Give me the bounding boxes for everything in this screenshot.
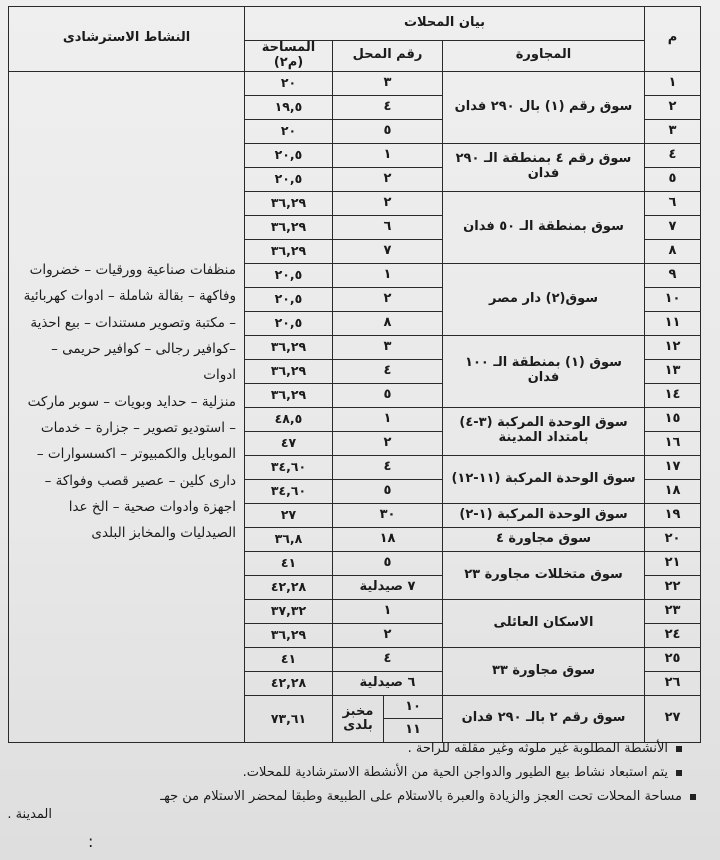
- notes-section: [0, 740, 712, 824]
- col-header-activity: النشاط الاسترشادى: [9, 7, 245, 72]
- shop-area: ٢٠: [245, 71, 333, 95]
- shop-no: ٣٠: [333, 503, 443, 527]
- activity-cell: [9, 71, 245, 742]
- row-num: ٧: [645, 215, 701, 239]
- activity-line: الموبايل والكمبيوتر – اكسسوارات –: [36, 446, 236, 463]
- shop-no: ٦ صيدلية: [333, 671, 443, 695]
- activity-line: الصيدليات والمخابز البلدى: [91, 525, 236, 542]
- neighborhood-cell: الاسكان العائلى: [443, 599, 645, 647]
- shop-area: ٤٢,٢٨: [245, 671, 333, 695]
- row-num: ٢٥: [645, 647, 701, 671]
- bakery-label: مخبز بلدى: [333, 696, 384, 742]
- activity-line: دارى كلين – عصير قصب وفواكة –: [44, 472, 236, 489]
- shop-area: ٢٠,٥: [245, 287, 333, 311]
- shop-area: ٢٧: [245, 503, 333, 527]
- shop-area: ٢٠,٥: [245, 143, 333, 167]
- note-text: مساحة المحلات تحت العجز والزيادة والعبرة بالاستلام على الطبيعة وطبقا لمحضر الاستلام من جهـ: [160, 789, 682, 804]
- shop-no: ٤: [333, 95, 443, 119]
- col-header-num: م: [645, 7, 701, 72]
- row-num: ٨: [645, 239, 701, 263]
- neighborhood-cell: سوق رقم ٤ بمنطقة الـ ٢٩٠ فدان: [443, 143, 645, 191]
- activity-line: اجهزة وادوات صحية – الخ عدا: [68, 498, 236, 515]
- row-num: ١٧: [645, 455, 701, 479]
- neighborhood-cell: سوق الوحدة المركبة (٣-٤) بامتداد المدينة: [443, 407, 645, 455]
- neighborhood-cell: سوق الوحدة المركبة (١١-١٢): [443, 455, 645, 503]
- row-num: ١: [645, 71, 701, 95]
- shop-area: ٣٦,٢٩: [245, 239, 333, 263]
- row-num: ٤: [645, 143, 701, 167]
- note-continuation: [0, 806, 712, 824]
- shop-no: ٢: [333, 287, 443, 311]
- activity-line: –كوافير رجالى – كوافير حريمى – ادوات: [51, 341, 236, 384]
- shop-area: ٤١: [245, 647, 333, 671]
- shop-area: ٣٤,٦٠: [245, 479, 333, 503]
- shop-no: ٥: [333, 479, 443, 503]
- shop-area: ٢٠: [245, 119, 333, 143]
- shop-area: ١٩,٥: [245, 95, 333, 119]
- row-num: ٩: [645, 263, 701, 287]
- row-num: ١٢: [645, 335, 701, 359]
- activity-line: منظفات صناعية وورقيات – خضروات: [29, 262, 236, 279]
- shop-no: ٣: [333, 335, 443, 359]
- shop-area: ٣٤,٦٠: [245, 455, 333, 479]
- shop-no: ٦: [333, 215, 443, 239]
- col-header-neighborhood: المجاورة: [443, 41, 645, 72]
- shop-no: ٧ صيدلية: [333, 575, 443, 599]
- row-num: ١٦: [645, 431, 701, 455]
- note-text: يتم استبعاد نشاط بيع الطيور والدواجن الحية من الأنشطة الاسترشادية للمحلات.: [242, 765, 668, 780]
- neighborhood-cell: سوق مجاورة ٤: [443, 527, 645, 551]
- activity-line: منزلية – حدايد وبويات – سوبر ماركت: [27, 393, 236, 410]
- bullet-icon: [676, 770, 682, 776]
- shop-area: ٣٦,٨: [245, 527, 333, 551]
- row-num: ٦: [645, 191, 701, 215]
- shop-area: ٢٠,٥: [245, 311, 333, 335]
- shop-area: ٣٦,٢٩: [245, 623, 333, 647]
- shop-area: ٧٣,٦١: [245, 695, 333, 742]
- note-text: المدينة .: [7, 807, 52, 822]
- shop-no: ٢: [333, 167, 443, 191]
- shop-no: ٢: [333, 431, 443, 455]
- col-header-shops-group: بيان المحلات: [245, 7, 645, 41]
- shop-no: ١: [333, 143, 443, 167]
- shop-no: ١٨: [333, 527, 443, 551]
- shop-area: ٣٦,٢٩: [245, 215, 333, 239]
- row-num: ٢٦: [645, 671, 701, 695]
- shop-area: ٣٦,٢٩: [245, 335, 333, 359]
- shop-no: ١: [333, 407, 443, 431]
- shop-no: ٤: [333, 359, 443, 383]
- neighborhood-cell: سوق متخللات مجاورة ٢٣: [443, 551, 645, 599]
- shop-area: ٣٦,٢٩: [245, 383, 333, 407]
- shop-area: ٣٦,٢٩: [245, 191, 333, 215]
- shop-no: ٢: [333, 623, 443, 647]
- row-num: ١٩: [645, 503, 701, 527]
- shop-no: ١١: [405, 722, 421, 738]
- neighborhood-cell: سوق مجاورة ٣٣: [443, 647, 645, 695]
- activity-line: وفاكهة – بقالة شاملة – ادوات كهربائية: [23, 288, 236, 305]
- shop-no: ١٠: [384, 696, 442, 720]
- shop-no: ٤: [333, 647, 443, 671]
- trailing-mark: :: [88, 832, 94, 851]
- neighborhood-cell: سوق(٢) دار مصر: [443, 263, 645, 335]
- bullet-icon: [676, 746, 682, 752]
- shop-no: ٢: [333, 191, 443, 215]
- note-item: [0, 740, 712, 758]
- row-num: ٣: [645, 119, 701, 143]
- shop-no: ٥: [333, 383, 443, 407]
- shop-area: ٤٧: [245, 431, 333, 455]
- shop-no: ٥: [333, 119, 443, 143]
- row-num: ٢٤: [645, 623, 701, 647]
- shop-no: ٥: [333, 551, 443, 575]
- note-text: الأنشطة المطلوبة غير ملوثه وغير مقلقه للراحة .: [407, 741, 668, 756]
- shop-no: ١: [333, 599, 443, 623]
- row-num: ٢٧: [645, 695, 701, 742]
- bullet-icon: [690, 794, 696, 800]
- shop-area: ٢٠,٥: [245, 263, 333, 287]
- shop-no: ٣: [333, 71, 443, 95]
- shop-no: ٨: [333, 311, 443, 335]
- shop-no: ١: [333, 263, 443, 287]
- row-num: ١٤: [645, 383, 701, 407]
- row-num: ٥: [645, 167, 701, 191]
- shop-area: ٤٢,٢٨: [245, 575, 333, 599]
- shop-area: ٤١: [245, 551, 333, 575]
- shop-area: ٣٦,٢٩: [245, 359, 333, 383]
- neighborhood-cell: سوق (١) بمنطقة الـ ١٠٠ فدان: [443, 335, 645, 407]
- shops-table: [8, 6, 701, 743]
- note-item: [0, 788, 712, 806]
- row-num: ١٨: [645, 479, 701, 503]
- row-num: ١٥: [645, 407, 701, 431]
- row-num: ٢٣: [645, 599, 701, 623]
- row-num: ٢٢: [645, 575, 701, 599]
- bakery-shop-cell: [333, 695, 443, 742]
- shop-no: ٧: [333, 239, 443, 263]
- shop-area: ٢٠,٥: [245, 167, 333, 191]
- row-num: ١٣: [645, 359, 701, 383]
- row-num: ٢: [645, 95, 701, 119]
- col-header-area: المساحة (م٢): [245, 41, 333, 72]
- neighborhood-cell: سوق رقم ٢ بالـ ٢٩٠ فدان: [443, 695, 645, 742]
- row-num: ٢٠: [645, 527, 701, 551]
- col-header-shop-no: رقم المحل: [333, 41, 443, 72]
- row-num: ١٠: [645, 287, 701, 311]
- shop-area: ٣٧,٣٢: [245, 599, 333, 623]
- shop-area: ٤٨,٥: [245, 407, 333, 431]
- neighborhood-cell: سوق بمنطقة الـ ٥٠ فدان: [443, 191, 645, 263]
- activity-line: – مكتبة وتصوير مستندات – بيع احذية: [30, 314, 236, 331]
- neighborhood-cell: سوق رقم (١) بال ٢٩٠ فدان: [443, 71, 645, 143]
- activity-line: – استوديو تصوير – جزارة – خدمات: [40, 420, 236, 437]
- row-num: ٢١: [645, 551, 701, 575]
- shop-no: ٤: [333, 455, 443, 479]
- row-num: ١١: [645, 311, 701, 335]
- note-item: [0, 764, 712, 782]
- neighborhood-cell: سوق الوحدة المركبة (١-٢): [443, 503, 645, 527]
